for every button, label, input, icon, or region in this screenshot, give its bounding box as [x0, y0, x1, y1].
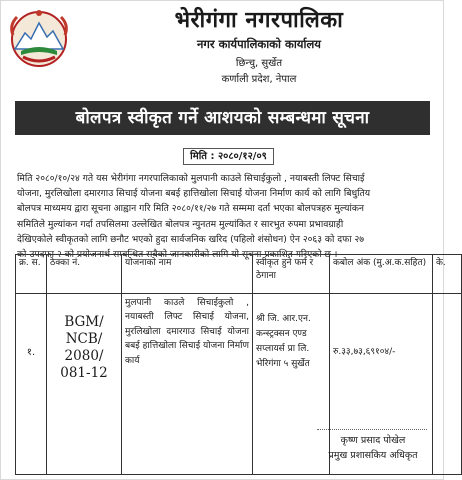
notice-body-line: समितिले मुल्यांकन गर्दा तपसिलमा उल्लेखित बोलपत्र न्युनतम मुल्यांकित र सारभुत रुपमा प्रभावग्राही [17, 218, 344, 230]
header-remarks: के. [433, 255, 462, 294]
notice-body-line: बोलपत्र माध्यमय द्वारा सूचना आह्वान गरि मिति २०८०/११/२७ गते सम्ममा दर्ता भएका बोलपत्रहरु मुल्यांकन [17, 203, 364, 215]
table-header-row [16, 255, 462, 294]
row-contract-no: BGM/ NCB/ 2080/ 081-12 [47, 294, 122, 475]
notice-body-line: को उपदफा २ को प्रयोजनार्थ सम्बन्धित सबैको जानकारीको लागि यो सूचना प्रकाशित गरिएको छ । [17, 249, 338, 261]
municipality-title: भेरीगंगा नगरपालिका [174, 7, 344, 33]
row-sn: १. [16, 294, 47, 475]
notice-date: मिति : २०८०/१२/०९ [183, 148, 274, 165]
header-project: योजनाको नाम [122, 255, 253, 294]
header-contract-no: ठेक्का नं. [47, 255, 122, 294]
header-amount: कबोल अंक (मु.अ.क.सहित) [330, 255, 433, 294]
office-place: छिन्चु, सुर्खेत [235, 58, 283, 69]
notice-body-line: देखिएकोले स्वीकृतको लागि छनौट भएको हुदा सार्वजनिक खरिद (पहिलो शंसोधन) ऐन २०६३ को दफा २७ [17, 233, 365, 245]
notice-body-line: योजना, मुरलिखोला दमारगाउ सिचाई योजना बबई हात्तिखोला सिचाई योजना निर्माण कार्य को लागि बिधुतिय [17, 188, 371, 200]
notice-body [17, 171, 431, 262]
notice-body-line: मिति २०८०/१०/२४ गते यस भेरीगंगा नगरपालिकाको मुलपानी काउले सिचाईकुलो , नयाबस्ती लिफ्ट सिचाई [17, 173, 365, 184]
signature-line [317, 429, 427, 430]
office-name: नगर कार्यपालिकाको कार्यालय [197, 37, 321, 51]
row-remarks [433, 294, 462, 475]
office-province: कर्णाली प्रदेश, नेपाल [221, 74, 297, 85]
notice-title-banner: बोलपत्र स्वीकृत गर्ने आशयको सम्बन्धमा सूचना [15, 101, 430, 135]
signatory-name: कृष्ण प्रसाद पोखेल [340, 435, 406, 446]
nepal-emblem-icon [7, 5, 71, 69]
row-amount: रु.३३,७३,६९१०४/- [330, 294, 433, 475]
row-firm: श्री जि. आर.एन. कन्स्ट्रक्सन एण्ड सप्लायर्स प्रा लि. भेरिगंगा ५ सुर्खेत [253, 294, 330, 475]
row-project: मुलपानी काउले सिचाईकुलो , नयाबस्ती लिफ्ट सिचाई योजना, मुरलिखोला दमारगाउ सिचाई योजना बबई हात्तिखोला सिचाई योजना निर्माण कार्य [122, 294, 253, 475]
header-sn: क्र. स. [16, 255, 47, 294]
signatory-designation: प्रमुख प्रशासकिय अधिकृत [328, 450, 418, 461]
header-firm: स्वीकृत हुने फर्म र ठेगाना [253, 255, 330, 294]
